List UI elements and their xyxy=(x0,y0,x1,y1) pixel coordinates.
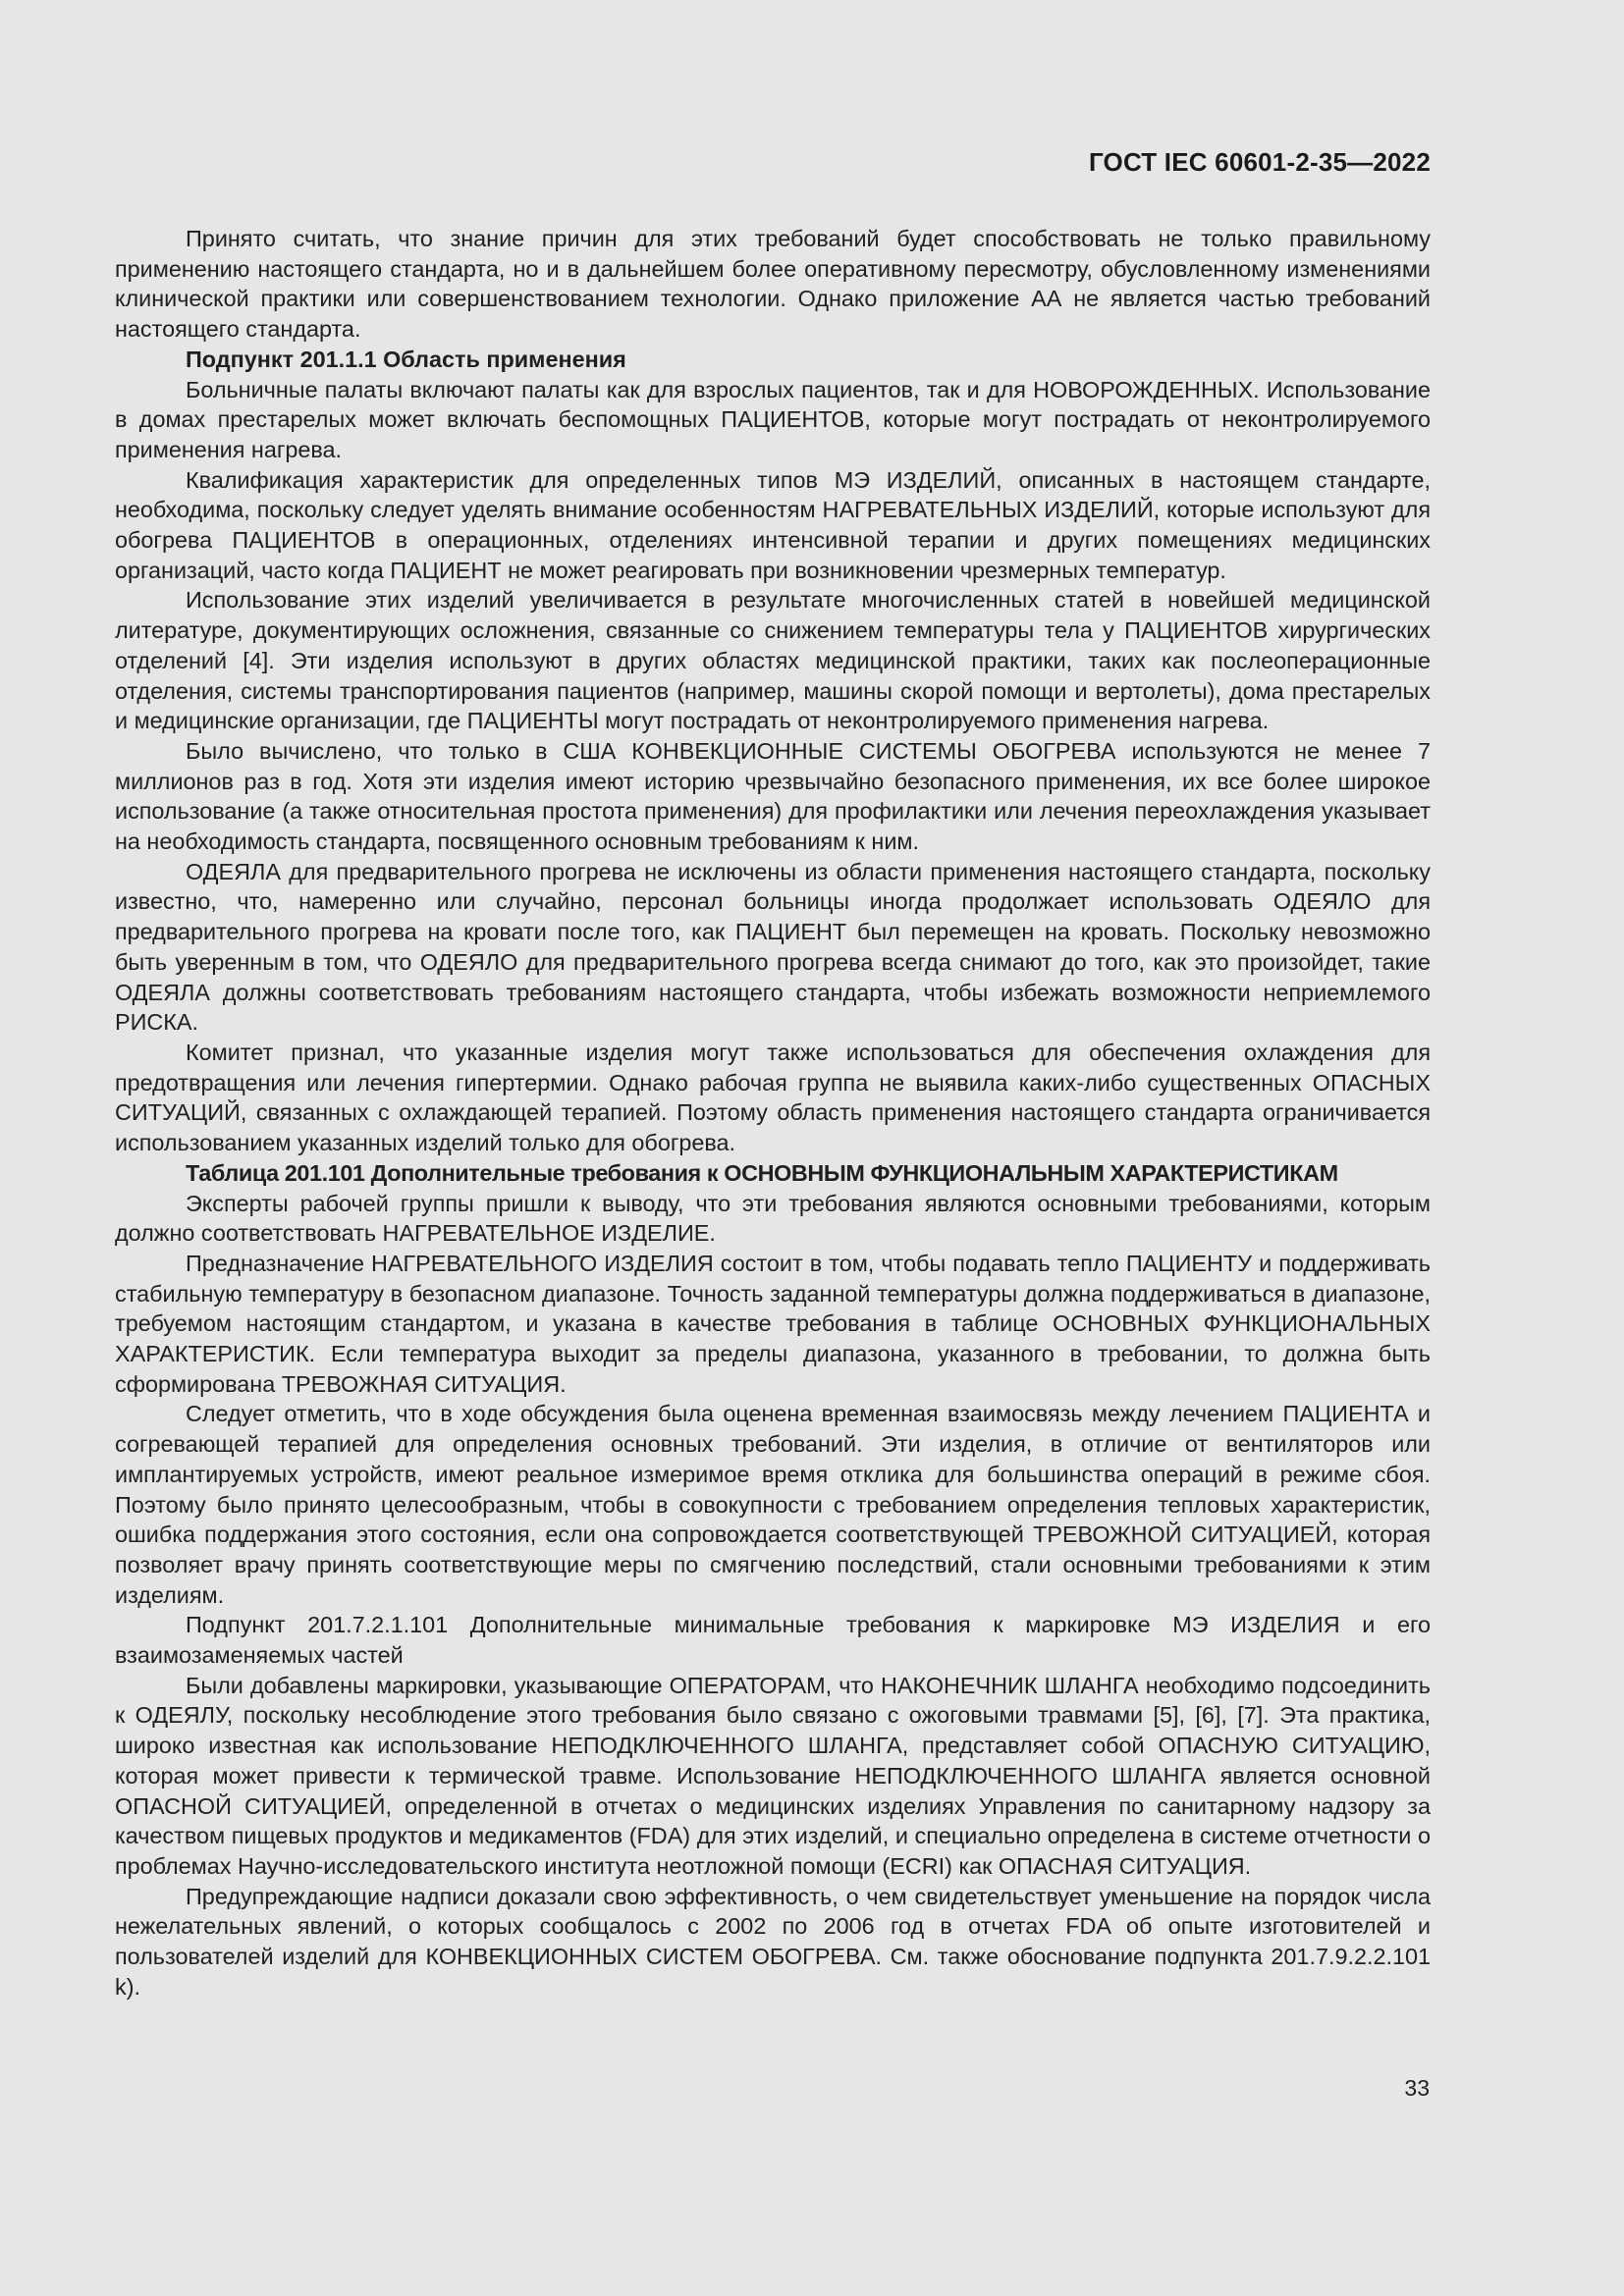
paragraph: Использование этих изделий увеличивается в результате многочисленных статей в новейшей медицинской литературе, документирующих осложнения, связанные со снижением температуры тела у ПАЦИЕНТОВ хирургических отделений [4]. Эти изделия используют в других областях медицинской практики, таких как послеоперационные отделения, системы транспортирования пациентов (например, машины скорой помощи и вертолеты), дома престарелых и медицинские организации, где ПАЦИЕНТЫ могут пострадать от неконтролируемого применения нагрева. xyxy=(115,587,1431,734)
section-heading: Подпункт 201.1.1 Область применения xyxy=(186,346,626,372)
paragraph: Были добавлены маркировки, указывающие ОПЕРАТОРАМ, что НАКОНЕЧНИК ШЛАНГА необходимо подсоединить к ОДЕЯЛУ, поскольку несоблюдение этого требования было связано с ожоговыми травмами [5], [6], [7]. Эта практика, широко известная как использование НЕПОДКЛЮЧЕННОГО ШЛАНГА, представляет собой ОПАСНУЮ СИТУАЦИЮ, которая может привести к термической травме. Использование НЕПОДКЛЮЧЕННОГО ШЛАНГА является основной ОПАСНОЙ СИТУАЦИЕЙ, определенной в отчетах о медицинских изделиях Управления по санитарному надзору за качеством пищевых продуктов и медикаментов (FDA) для этих изделий, и специально определена в системе отчетности о проблемах Научно-исследовательского института неотложной помощи (ECRI) как ОПАСНАЯ СИТУАЦИЯ. xyxy=(115,1672,1431,1879)
paragraph: Квалификация характеристик для определенных типов МЭ ИЗДЕЛИЙ, описанных в настоящем стандарте, необходима, поскольку следует уделять внимание особенностям НАГРЕВАТЕЛЬНЫХ ИЗДЕЛИЙ, которые используют для обогрева ПАЦИЕНТОВ в операционных, отделениях интенсивной терапии и других помещениях медицинских организаций, часто когда ПАЦИЕНТ не может реагировать при возникновении чрезмерных температур. xyxy=(115,466,1431,583)
subclause-title: Подпункт 201.7.2.1.101 Дополнительные минимальные требования к маркировке МЭ ИЗДЕЛИЯ и его взаимозаменяемых частей xyxy=(115,1612,1431,1669)
page-number: 33 xyxy=(1404,2075,1430,2101)
paragraph: Принято считать, что знание причин для этих требований будет способствовать не только правильному применению настоящего стандарта, но и в дальнейшем более оперативному пересмотру, обусловленному изменениями клинической практики или совершенствованием технологии. Однако приложение АА не является частью требований настоящего стандарта. xyxy=(115,226,1431,343)
paragraph: Больничные палаты включают палаты как для взрослых пациентов, так и для НОВОРОЖДЕННЫХ. Использование в домах престарелых может включать беспомощных ПАЦИЕНТОВ, которые могут пострадать от неконтролируемого применения нагрева. xyxy=(115,376,1431,462)
paragraph: Следует отметить, что в ходе обсуждения была оценена временная взаимосвязь между лечением ПАЦИЕНТА и согревающей терапией для определения основных требований. Эти изделия, в отличие от вентиляторов или имплантируемых устройств, имеют реальное измеримое время отклика для большинства операций в режиме сбоя. Поэтому было принято целесообразным, чтобы в совокупности с требованием определения тепловых характеристик, ошибка поддержания этого состояния, если она сопровождается соответствующей ТРЕВОЖНОЙ СИТУАЦИЕЙ, которая позволяет врачу принять соответствующие меры по смягчению последствий, стали основными требованиями к этим изделиям. xyxy=(115,1401,1431,1608)
paragraph: Было вычислено, что только в США КОНВЕКЦИОННЫЕ СИСТЕМЫ ОБОГРЕВА используются не менее 7 миллионов раз в год. Хотя эти изделия имеют историю чрезвычайно безопасного применения, их все более широкое использование (а также относительная простота применения) для профилактики или лечения переохлаждения указывает на необходимость стандарта, посвященного основным требованиям к ним. xyxy=(115,737,1431,855)
paragraph: Предупреждающие надписи доказали свою эффективность, о чем свидетельствует уменьшение на порядок числа нежелательных явлений, о которых сообщалось с 2002 по 2006 год в отчетах FDA об опыте изготовителей и пользователей изделий для КОНВЕКЦИОННЫХ СИСТЕМ ОБОГРЕВА. См. также обоснование подпункта 201.7.9.2.2.101 k). xyxy=(115,1883,1431,2000)
paragraph: ОДЕЯЛА для предварительного прогрева не исключены из области применения настоящего стандарта, поскольку известно, что, намеренно или случайно, персонал больницы иногда продолжает использовать ОДЕЯЛО для предварительного прогрева на кровати после того, как ПАЦИЕНТ был перемещен на кровать. Поскольку невозможно быть уверенным в том, что ОДЕЯЛО для предварительного прогрева всегда снимают до того, как это произойдет, такие ОДЕЯЛА должны соответствовать требованиям настоящего стандарта, чтобы избежать возможности неприемлемого РИСКА. xyxy=(115,858,1431,1036)
document-header-id: ГОСТ IEC 60601-2-35—2022 xyxy=(1088,147,1431,177)
table-heading: Таблица 201.101 Дополнительные требования к ОСНОВНЫМ ФУНКЦИОНАЛЬНЫМ ХАРАКТЕРИСТИКАМ xyxy=(186,1159,1338,1186)
paragraph: Эксперты рабочей группы пришли к выводу, что эти требования являются основными требованиями, которым должно соответствовать НАГРЕВАТЕЛЬНОЕ ИЗДЕЛИЕ. xyxy=(115,1190,1431,1247)
paragraph: Предназначение НАГРЕВАТЕЛЬНОГО ИЗДЕЛИЯ состоит в том, чтобы подавать тепло ПАЦИЕНТУ и поддерживать стабильную температуру в безопасном диапазоне. Точность заданной температуры должна поддерживаться в диапазоне, требуемом настоящим стандартом, и указана в качестве требования в таблице ОСНОВНЫХ ФУНКЦИОНАЛЬНЫХ ХАРАКТЕРИСТИК. Если температура выходит за пределы диапазона, указанного в требовании, то должна быть сформирована ТРЕВОЖНАЯ СИТУАЦИЯ. xyxy=(115,1250,1431,1397)
paragraph: Комитет признал, что указанные изделия могут также использоваться для обеспечения охлаждения для предотвращения или лечения гипертермии. Однако рабочая группа не выявила каких-либо существенных ОПАСНЫХ СИТУАЦИЙ, связанных с охлаждающей терапией. Поэтому область применения настоящего стандарта ограничивается использованием указанных изделий только для обогрева. xyxy=(115,1039,1431,1156)
document-body xyxy=(115,224,1431,2002)
